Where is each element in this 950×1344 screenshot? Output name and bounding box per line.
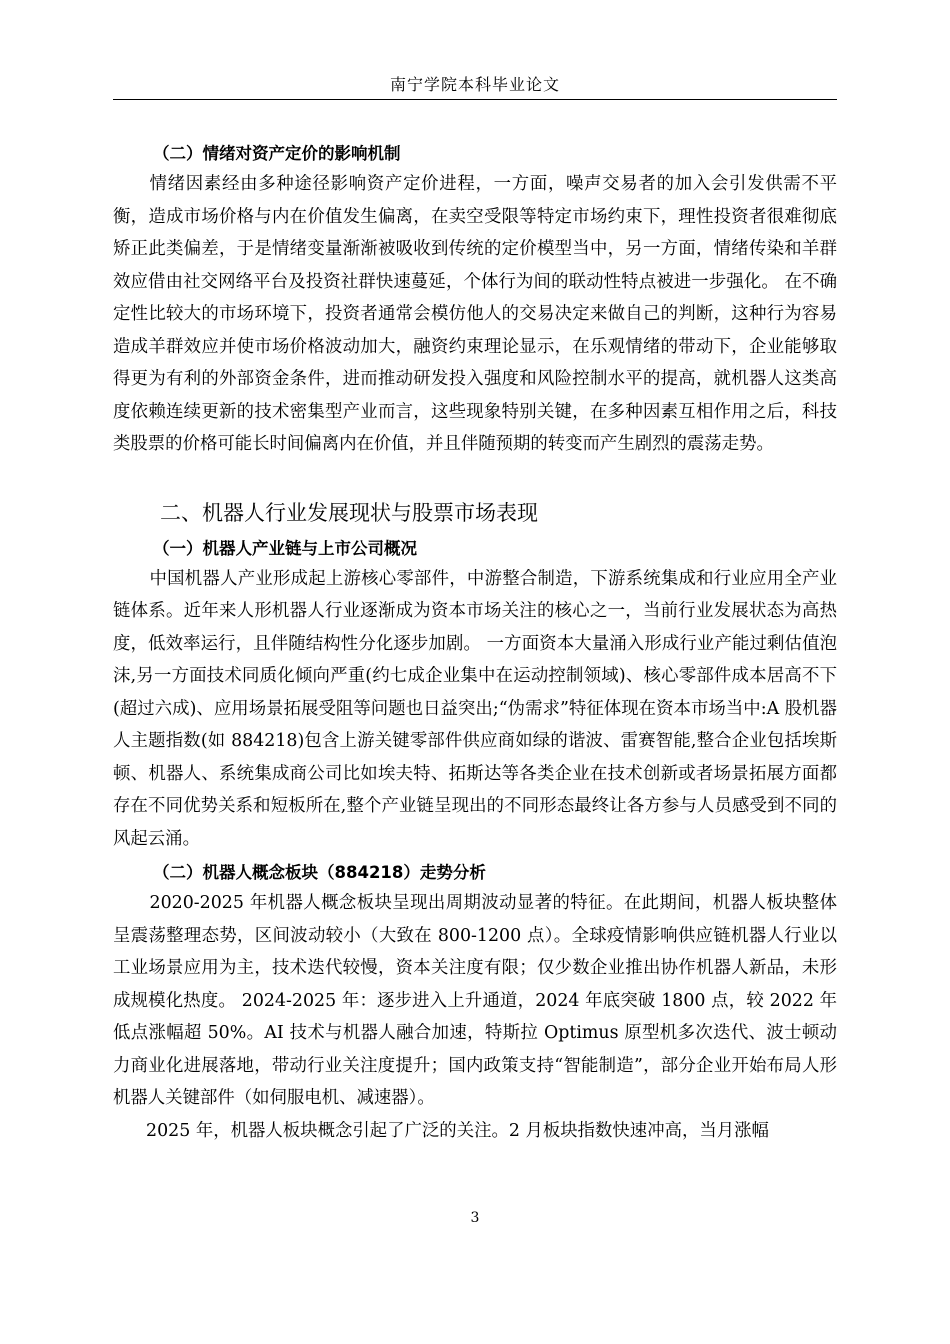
paragraph-2025: 2025 年，机器人板块概念引起了广泛的关注。2 月板块指数快速冲高，当月涨幅 — [146, 1120, 769, 1141]
chapter-heading: 二、机器人行业发展现状与股票市场表现 — [160, 500, 538, 525]
section-heading-trend-analysis: （二）机器人概念板块（884218）走势分析 — [153, 863, 486, 882]
header-rule — [113, 99, 837, 100]
section-heading-emotion-pricing: （二）情绪对资产定价的影响机制 — [153, 144, 401, 163]
page-header: 南宁学院本科毕业论文 — [389, 75, 560, 94]
paragraph-trend-analysis: 2020-2025 年机器人概念板块呈现出周期波动显著的特征。在此期间，机器人板块整体呈震荡整理态势，区间波动较小（大致在 800-1200 点）。全球疫情影响供应链机器人行业以工业场景应用为主，技术迭代较慢，资本关注度有限；仅少数企业推出协作机器人新品，未形成规模化热度。 2024-2025 年：逐步进入上升通道，2024 年底突破 1800 点，较 2022 年低点涨幅超 50%。AI 技术与机器人融合加速，特斯拉 Optimus 原型机多次迭代、波士顿动力商业化进展落地，带动行业关注度提升；国内政策支持“智能制造”，部分企业开始布局人形机器人关键部件（如伺服电机、减速器）。 — [113, 893, 837, 1108]
section-heading-industry-chain: （一）机器人产业链与上市公司概况 — [153, 538, 417, 558]
page-number: 3 — [470, 1210, 480, 1226]
paragraph-emotion-pricing: 情绪因素经由多种途径影响资产定价进程，一方面，噪声交易者的加入会引发供需不平衡，造成市场价格与内在价值发生偏离，在卖空受限等特定市场约束下，理性投资者很难彻底矫正此类偏差，于是情绪变量渐渐被吸收到传统的定价模型当中，另一方面，情绪传染和羊群效应借由社交网络平台及投资社群快速蔓延，个体行为间的联动性特点被进一步强化。 在不确定性比较大的市场环境下，投资者通常会模仿他人的交易决定来做自己的判断，这种行为容易造成羊群效应并使市场价格波动加大，融资约束理论显示，在乐观情绪的带动下，企业能够取得更为有利的外部资金条件，进而推动研发投入强度和风险控制水平的提高，就机器人这类高度依赖连续更新的技术密集型产业而言，这些现象特别关键，在多种因素互相作用之后，科技类股票的价格可能长时间偏离内在价值，并且伴随预期的转变而产生剧烈的震荡走势。 — [113, 174, 837, 454]
document-body — [113, 140, 837, 1147]
paragraph-industry-chain: 中国机器人产业形成起上游核心零部件，中游整合制造，下游系统集成和行业应用全产业链体系。近年来人形机器人行业逐渐成为资本市场关注的核心之一，当前行业发展状态为高热度，低效率运行，且伴随结构性分化逐步加剧。 一方面资本大量涌入形成行业产能过剩估值泡沫,另一方面技术同质化倾向严重(约七成企业集中在运动控制领域)、核心零部件成本居高不下(超过六成)、应用场景拓展受阻等问题也日益突出;“伪需求”特征体现在资本市场当中:A 股机器人主题指数(如 884218)包含上游关键零部件供应商如绿的谐波、雷赛智能,整合企业包括埃斯顿、机器人、系统集成商公司比如埃夫特、拓斯达等各类企业在技术创新或者场景拓展方面都存在不同优势关系和短板所在,整个产业链呈现出的不同形态最终让各方参与人员感受到不同的风起云涌。 — [113, 568, 837, 849]
